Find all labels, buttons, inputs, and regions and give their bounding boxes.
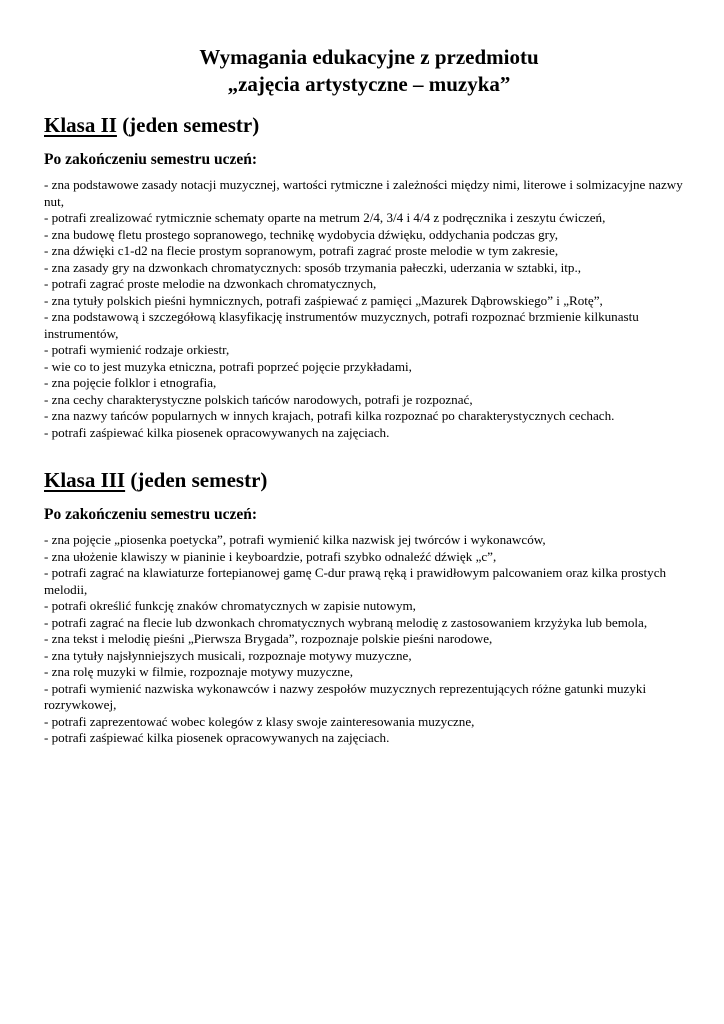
document-title (44, 44, 694, 98)
list-item: - zna tytuły najsłynniejszych musicali, rozpoznaje motywy muzyczne, (44, 647, 412, 663)
list-item: - potrafi zagrać na flecie lub dzwonkach chromatycznych wybraną melodię z zastosowaniem krzyżyka lub bemola, (44, 614, 648, 630)
section-heading-semester: (jeden semestr) (116, 113, 260, 137)
section-heading-semester: (jeden semestr) (125, 468, 268, 492)
section-klasa-ii (44, 112, 694, 441)
list-item: - zna podstawowe zasady notacji muzycznej, wartości rytmiczne i zależności między nimi, literowe i solmizacyjne nazwy nut, (44, 177, 683, 209)
list-item: - zna pojęcie folklor i etnografia, (44, 375, 217, 390)
list-item: - potrafi zaśpiewać kilka piosenek opracowywanych na zajęciach. (44, 424, 390, 440)
document-title-line-1: Wymagania edukacyjne z przedmiotu (199, 45, 539, 69)
document-title-line-2: „zajęcia artystyczne – muzyka” (227, 72, 511, 96)
section-heading (44, 112, 694, 138)
list-item: - potrafi określić funkcję znaków chromatycznych w zapisie nutowym, (44, 598, 416, 613)
list-item: - zna pojęcie „piosenka poetycka”, potrafi wymienić kilka nazwisk jej twórców i wykonawców, (44, 532, 546, 547)
list-item: - potrafi zaśpiewać kilka piosenek opracowywanych na zajęciach. (44, 730, 390, 745)
list-item: - potrafi zagrać na klawiaturze fortepianowej gamę C-dur prawą ręką i prawidłowym palcowaniem oraz kilka prostych melodii, (44, 565, 667, 597)
list-item: - zna tekst i melodię pieśni „Pierwsza Brygada”, rozpoznaje polskie pieśni narodowe, (44, 631, 493, 646)
list-item: - potrafi zrealizować rytmicznie schematy oparte na metrum 2/4, 3/4 i 4/4 z podręcznika i zeszytu ćwiczeń, (44, 210, 606, 225)
list-item: - zna zasady gry na dzwonkach chromatycznych: sposób trzymania pałeczki, uderzania w sztabki, itp., (44, 259, 581, 275)
requirements-list (44, 532, 694, 747)
list-item: - zna budowę fletu prostego sopranowego, technikę wydobycia dźwięku, oddychania podczas gry, (44, 226, 559, 242)
list-item: - zna dźwięki c1-d2 na flecie prostym sopranowym, potrafi zagrać proste melodie w tym zakresie, (44, 243, 559, 258)
list-item: - wie co to jest muzyka etniczna, potrafi poprzeć pojęcie przykładami, (44, 358, 412, 374)
list-item: - zna ułożenie klawiszy w pianinie i keyboardzie, potrafi szybko odnaleźć dźwięk „c”, (44, 548, 497, 564)
document-page (44, 44, 694, 747)
section-klasa-iii (44, 467, 694, 747)
list-item: - potrafi wymienić rodzaje orkiestr, (44, 342, 230, 357)
list-item: - potrafi zagrać proste melodie na dzwonkach chromatycznych, (44, 276, 377, 291)
section-subheading: Po zakończeniu semestru uczeń: (44, 151, 258, 168)
list-item: - zna podstawową i szczegółową klasyfikację instrumentów muzycznych, potrafi rozpoznać brzmienie kilkunastu instrumentów, (44, 309, 639, 341)
section-subheading: Po zakończeniu semestru uczeń: (44, 506, 258, 523)
list-item: - potrafi wymienić nazwiska wykonawców i nazwy zespołów muzycznych reprezentujących różne gatunki muzyki rozrywkowej, (44, 680, 647, 712)
list-item: - zna cechy charakterystyczne polskich tańców narodowych, potrafi je rozpoznać, (44, 391, 473, 407)
list-item: - zna tytuły polskich pieśni hymnicznych, potrafi zaśpiewać z pamięci „Mazurek Dąbrowskiego” i „Rotę”, (44, 292, 603, 308)
list-item: - zna nazwy tańców popularnych w innych krajach, potrafi kilka rozpoznać po charakterystycznych cechach. (44, 408, 615, 423)
list-item: - potrafi zaprezentować wobec kolegów z klasy swoje zainteresowania muzyczne, (44, 713, 475, 729)
section-heading (44, 467, 694, 493)
section-heading-class: Klasa III (44, 468, 126, 492)
requirements-list (44, 177, 694, 441)
section-heading-class: Klasa II (44, 113, 117, 137)
list-item: - zna rolę muzyki w filmie, rozpoznaje motywy muzyczne, (44, 664, 354, 679)
